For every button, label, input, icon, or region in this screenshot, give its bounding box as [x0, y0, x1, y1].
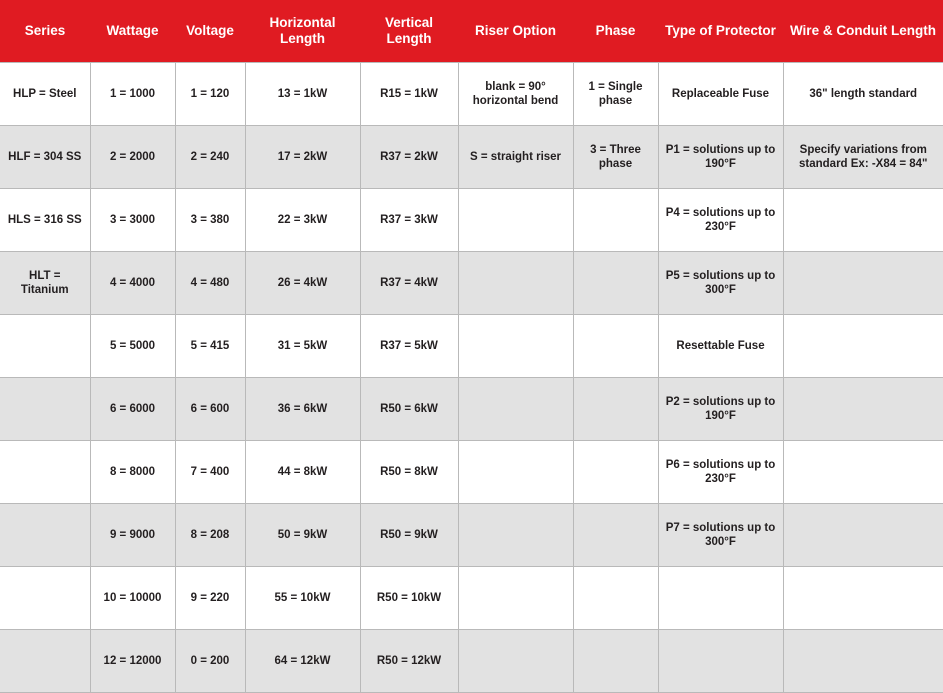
cell-wire-conduit-length [783, 189, 943, 252]
cell-series: HLP = Steel [0, 63, 90, 126]
cell-wattage: 5 = 5000 [90, 315, 175, 378]
cell-wattage: 1 = 1000 [90, 63, 175, 126]
cell-wire-conduit-length [783, 378, 943, 441]
table-row [0, 630, 943, 693]
cell-type-of-protector: Replaceable Fuse [658, 63, 783, 126]
cell-riser-option [458, 252, 573, 315]
cell-wattage: 12 = 12000 [90, 630, 175, 693]
cell-wattage: 2 = 2000 [90, 126, 175, 189]
cell-phase [573, 189, 658, 252]
cell-phase [573, 504, 658, 567]
cell-series [0, 378, 90, 441]
table-header [0, 0, 943, 63]
table-row [0, 63, 943, 126]
column-header-horizontal-length: Horizontal Length [245, 0, 360, 63]
cell-type-of-protector [658, 630, 783, 693]
cell-riser-option [458, 315, 573, 378]
cell-voltage: 1 = 120 [175, 63, 245, 126]
cell-series [0, 567, 90, 630]
cell-type-of-protector: P2 = solutions up to 190°F [658, 378, 783, 441]
cell-wattage: 10 = 10000 [90, 567, 175, 630]
cell-wire-conduit-length [783, 441, 943, 504]
cell-horizontal-length: 64 = 12kW [245, 630, 360, 693]
column-header-type-of-protector: Type of Protector [658, 0, 783, 63]
cell-horizontal-length: 13 = 1kW [245, 63, 360, 126]
cell-series: HLS = 316 SS [0, 189, 90, 252]
cell-voltage: 3 = 380 [175, 189, 245, 252]
cell-type-of-protector: P1 = solutions up to 190°F [658, 126, 783, 189]
cell-series [0, 504, 90, 567]
cell-wire-conduit-length: 36" length standard [783, 63, 943, 126]
cell-phase [573, 378, 658, 441]
cell-vertical-length: R37 = 5kW [360, 315, 458, 378]
table-row [0, 189, 943, 252]
table-row [0, 315, 943, 378]
cell-wire-conduit-length [783, 567, 943, 630]
cell-series [0, 630, 90, 693]
cell-phase: 1 = Single phase [573, 63, 658, 126]
column-header-wattage: Wattage [90, 0, 175, 63]
cell-riser-option [458, 630, 573, 693]
cell-type-of-protector: Resettable Fuse [658, 315, 783, 378]
cell-horizontal-length: 31 = 5kW [245, 315, 360, 378]
table-row [0, 126, 943, 189]
table-row [0, 252, 943, 315]
cell-phase [573, 315, 658, 378]
cell-wire-conduit-length [783, 630, 943, 693]
table-body [0, 63, 943, 693]
cell-phase: 3 = Three phase [573, 126, 658, 189]
cell-horizontal-length: 22 = 3kW [245, 189, 360, 252]
cell-riser-option [458, 567, 573, 630]
table-header-row [0, 0, 943, 63]
cell-wattage: 3 = 3000 [90, 189, 175, 252]
column-header-series: Series [0, 0, 90, 63]
column-header-wire-conduit-length: Wire & Conduit Length [783, 0, 943, 63]
cell-vertical-length: R50 = 10kW [360, 567, 458, 630]
cell-voltage: 2 = 240 [175, 126, 245, 189]
cell-voltage: 9 = 220 [175, 567, 245, 630]
cell-riser-option [458, 441, 573, 504]
cell-vertical-length: R50 = 6kW [360, 378, 458, 441]
cell-type-of-protector: P7 = solutions up to 300°F [658, 504, 783, 567]
cell-voltage: 5 = 415 [175, 315, 245, 378]
cell-wire-conduit-length [783, 252, 943, 315]
cell-horizontal-length: 26 = 4kW [245, 252, 360, 315]
column-header-voltage: Voltage [175, 0, 245, 63]
cell-wattage: 4 = 4000 [90, 252, 175, 315]
cell-horizontal-length: 55 = 10kW [245, 567, 360, 630]
cell-wire-conduit-length [783, 504, 943, 567]
cell-riser-option [458, 378, 573, 441]
cell-phase [573, 630, 658, 693]
cell-vertical-length: R50 = 12kW [360, 630, 458, 693]
cell-wattage: 8 = 8000 [90, 441, 175, 504]
cell-vertical-length: R50 = 8kW [360, 441, 458, 504]
cell-riser-option: blank = 90° horizontal bend [458, 63, 573, 126]
cell-type-of-protector: P4 = solutions up to 230°F [658, 189, 783, 252]
column-header-vertical-length: Vertical Length [360, 0, 458, 63]
table-row [0, 378, 943, 441]
cell-type-of-protector: P6 = solutions up to 230°F [658, 441, 783, 504]
cell-riser-option [458, 504, 573, 567]
cell-phase [573, 252, 658, 315]
cell-phase [573, 441, 658, 504]
cell-series: HLF = 304 SS [0, 126, 90, 189]
cell-vertical-length: R50 = 9kW [360, 504, 458, 567]
table-row [0, 504, 943, 567]
cell-series [0, 441, 90, 504]
cell-type-of-protector: P5 = solutions up to 300°F [658, 252, 783, 315]
cell-horizontal-length: 17 = 2kW [245, 126, 360, 189]
cell-type-of-protector [658, 567, 783, 630]
cell-vertical-length: R37 = 4kW [360, 252, 458, 315]
cell-riser-option [458, 189, 573, 252]
cell-phase [573, 567, 658, 630]
cell-voltage: 7 = 400 [175, 441, 245, 504]
cell-voltage: 0 = 200 [175, 630, 245, 693]
cell-voltage: 4 = 480 [175, 252, 245, 315]
table-row [0, 567, 943, 630]
cell-wattage: 9 = 9000 [90, 504, 175, 567]
cell-vertical-length: R15 = 1kW [360, 63, 458, 126]
cell-series [0, 315, 90, 378]
cell-wire-conduit-length: Specify variations from standard Ex: -X84 = 84" [783, 126, 943, 189]
column-header-riser-option: Riser Option [458, 0, 573, 63]
cell-riser-option: S = straight riser [458, 126, 573, 189]
cell-horizontal-length: 50 = 9kW [245, 504, 360, 567]
column-header-phase: Phase [573, 0, 658, 63]
cell-vertical-length: R37 = 3kW [360, 189, 458, 252]
cell-voltage: 8 = 208 [175, 504, 245, 567]
cell-horizontal-length: 44 = 8kW [245, 441, 360, 504]
cell-wattage: 6 = 6000 [90, 378, 175, 441]
cell-voltage: 6 = 600 [175, 378, 245, 441]
cell-wire-conduit-length [783, 315, 943, 378]
cell-horizontal-length: 36 = 6kW [245, 378, 360, 441]
cell-series: HLT = Titanium [0, 252, 90, 315]
table-row [0, 441, 943, 504]
cell-vertical-length: R37 = 2kW [360, 126, 458, 189]
